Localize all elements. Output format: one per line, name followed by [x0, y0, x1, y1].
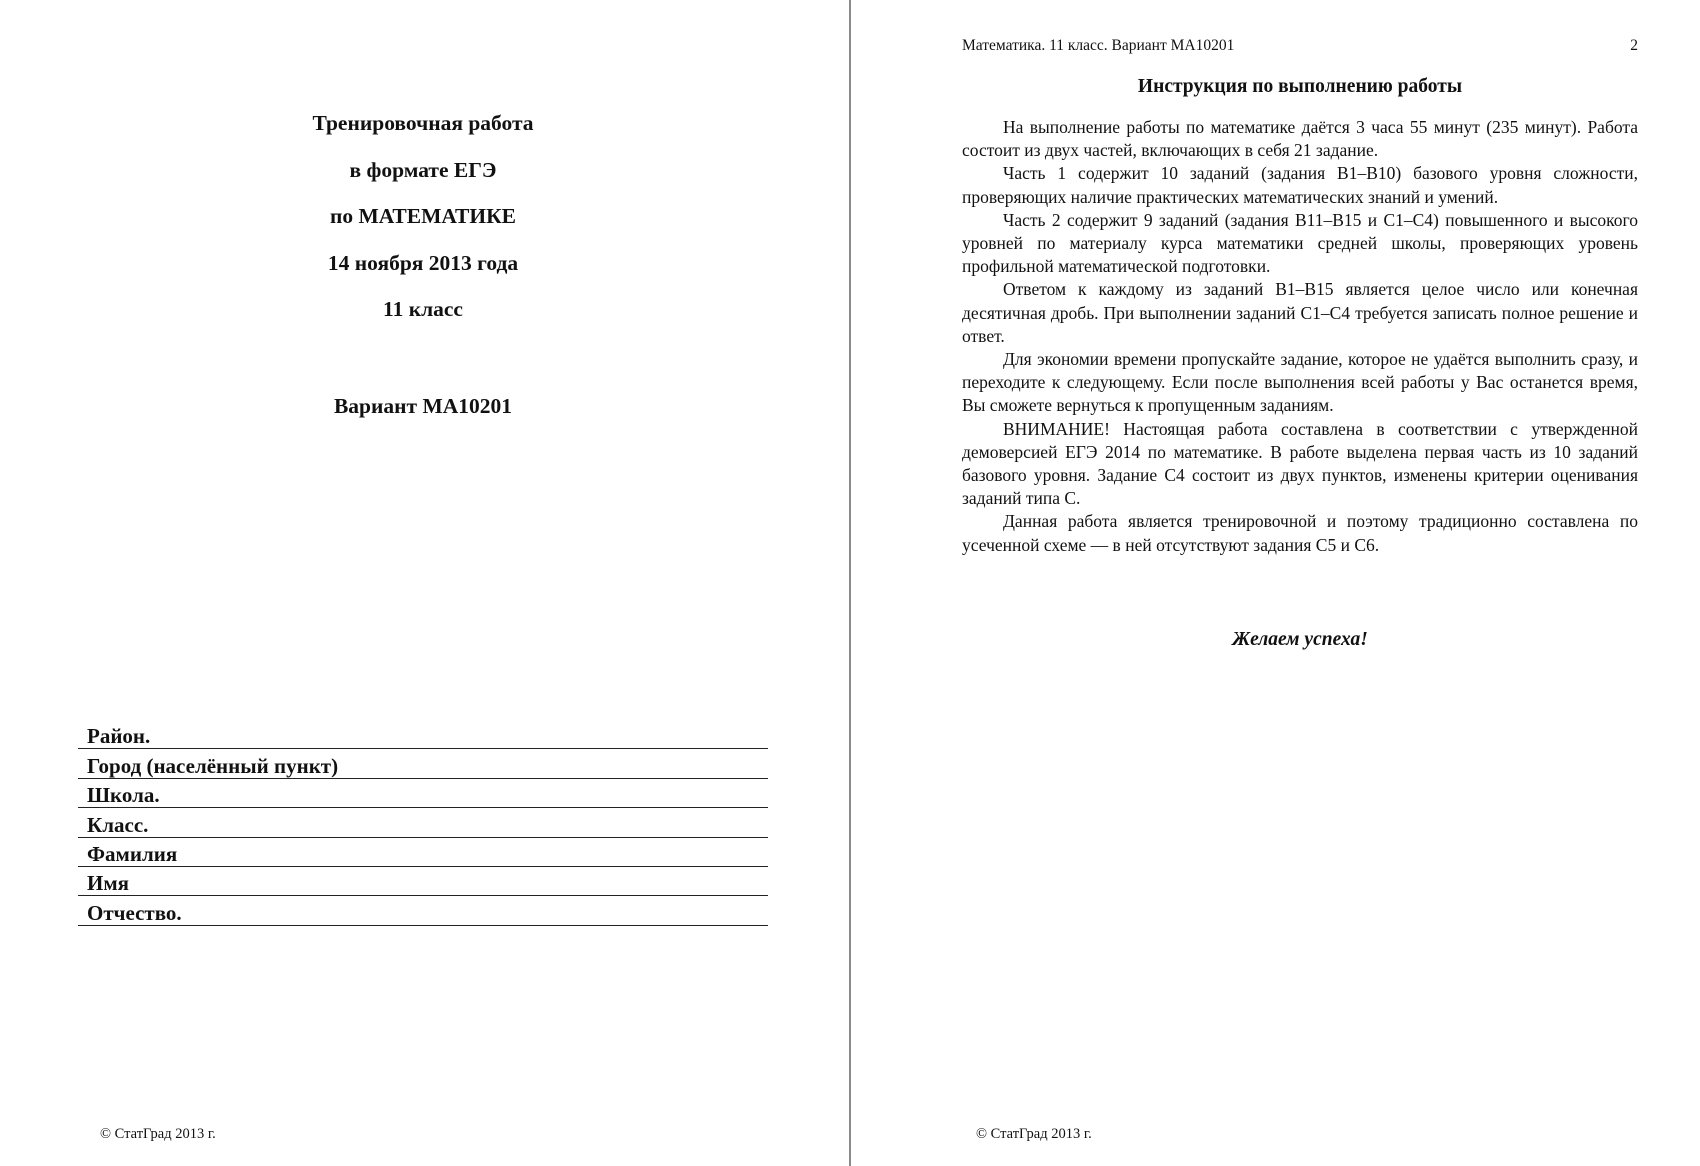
form-field-school[interactable]	[78, 779, 768, 808]
form-field-patronymic[interactable]	[78, 896, 768, 925]
form-field-class[interactable]	[78, 808, 768, 837]
title-block	[0, 110, 846, 343]
instructions-paragraph: Для экономии времени пропускайте задание, которое не удаётся выполнить сразу, и переходите к следующему. Если после выполнения всей работы у Вас останется время, Вы сможете вернуться к пропущенным заданиям.	[962, 349, 1638, 416]
variant-label: Вариант МА10201	[333, 394, 513, 418]
form-field-label: Школа.	[87, 783, 160, 808]
good-luck-wish: Желаем успеха!	[1232, 629, 1368, 650]
title-line: Тренировочная работа	[312, 111, 534, 135]
form-field-district[interactable]	[78, 720, 768, 749]
title-line: 14 ноября 2013 года	[327, 250, 519, 275]
form-field-label: Имя	[87, 871, 129, 896]
instructions-paragraph: Часть 2 содержит 9 заданий (задания В11–В15 и С1–С4) повышенного и высокого уровней по материалу курса математики средней школы, проверяющих уровень профильной математической подготовки.	[962, 209, 1638, 277]
student-info-form	[78, 720, 768, 926]
instructions-paragraph: Данная работа является тренировочной и поэтому традиционно составлена по усеченной схеме — в ней отсутствуют задания С5 и С6.	[962, 511, 1638, 555]
form-field-surname[interactable]	[78, 838, 768, 867]
running-header-title: Математика. 11 класс. Вариант МА10201	[962, 37, 1235, 54]
instructions-paragraph: Часть 1 содержит 10 заданий (задания В1–В10) базового уровня сложности, проверяющих наличие практических математических знаний и умений.	[962, 163, 1638, 207]
copyright-footer: © СтатГрад 2013 г.	[100, 1126, 216, 1142]
instructions-page	[852, 0, 1700, 1166]
form-field-label: Город (населённый пункт)	[87, 753, 339, 778]
form-field-city[interactable]	[78, 749, 768, 778]
instructions-paragraph: ВНИМАНИЕ! Настоящая работа составлена в соответствии с утвержденной демоверсией ЕГЭ 2014 по математике. В работе выделена первая часть из 10 заданий базового уровня. Задание С4 состоит из двух пунктов, изменены критерии оценивания заданий типа С.	[962, 418, 1638, 509]
form-field-label: Класс.	[87, 812, 149, 837]
form-field-label: Фамилия	[87, 841, 178, 866]
instructions-heading: Инструкция по выполнению работы	[1137, 76, 1463, 97]
instructions-body	[962, 116, 1638, 557]
form-field-label: Отчество.	[87, 900, 182, 925]
title-line: по МАТЕМАТИКЕ	[329, 204, 517, 228]
instructions-paragraph: На выполнение работы по математике даётся 3 часа 55 минут (235 минут). Работа состоит из двух частей, включающих в себя 21 задание.	[962, 117, 1638, 161]
page-divider	[849, 0, 851, 1166]
title-line: 11 класс	[383, 297, 463, 321]
instructions-paragraph: Ответом к каждому из заданий В1–В15 является целое число или конечная десятичная дробь. При выполнении заданий С1–С4 требуется записать полное решение и ответ.	[962, 279, 1638, 346]
page-number: 2	[1630, 37, 1638, 54]
form-field-name[interactable]	[78, 867, 768, 896]
title-line: в формате ЕГЭ	[349, 157, 497, 182]
copyright-footer: © СтатГрад 2013 г.	[976, 1126, 1092, 1142]
form-field-label: Район.	[87, 724, 151, 749]
